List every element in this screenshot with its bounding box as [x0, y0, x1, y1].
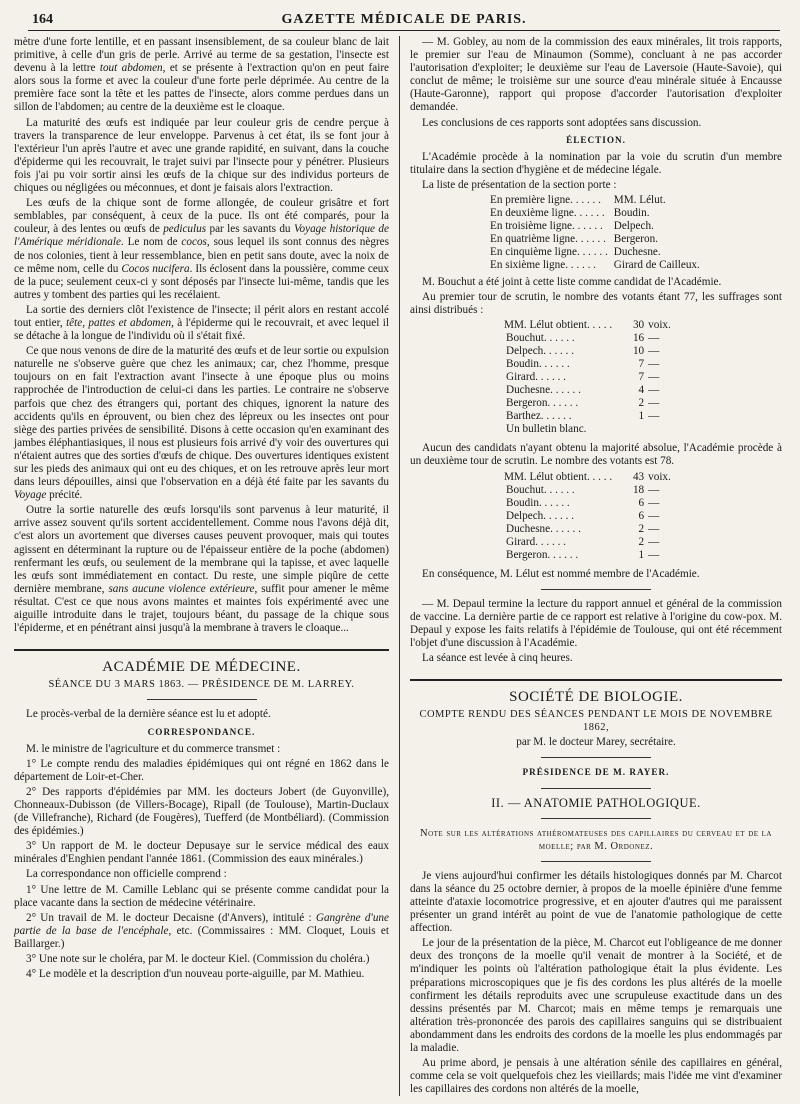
vote-count: 7: [638, 358, 645, 371]
vote-count: 10: [632, 345, 645, 358]
paragraph: Le jour de la présentation de la pièce, M. Charcot eut l'obligeance de me donner deux des tronçons de la moelle qu'il venait de montrer à la Société, et de m'indiquer les points où l'altération pathologique était la plus évidente. Les préparations microscopiques que je fis des cordons les plus altérés de la moelle confirment les détails reproduits avec une scrupuleuse exactitude dans un des dessins présentés par M. Charcot; mais en même temps je remarquais une altération très-prononcée des parois des capillaires sanguins qui se distribuaient abondamment dans les endroits des cordons de la moelle les plus endommagés par la maladie.: [410, 937, 782, 1055]
section-title-societe: SOCIÉTÉ DE BIOLOGIE.: [509, 689, 683, 706]
presidence-heading: PRÉSIDENCE DE M. RAYER.: [522, 767, 670, 778]
vote-count: 2: [638, 397, 645, 410]
vote-row: [504, 345, 675, 358]
vote-count: [616, 423, 648, 436]
paragraph: — M. Gobley, au nom de la commission des eaux minérales, lit trois rapports, le premier sur l'eau de Minaumon (Somme), concluant à ne pas accorder l'autorisation d'exploiter; le deuxième sur l'eau de Laversoie (Haute-Savoie), qui conclut de même; le troisième sur une source d'eau minérale située à Encausse (Haute-Garonne), rapport qui propose d'accorder l'autorisation d'exploiter demandée.: [410, 36, 782, 114]
vote-unit: —: [648, 384, 660, 397]
paragraph: mètre d'une forte lentille, et en passant insensiblement, de sa couleur blanc de lait primitive, à celle d'un gris de perle. Arrivé au terme de sa gestation, l'insecte est devenu à la lettre tout abdomen, et se présente à l'extraction qu'on en peut faire alors sous la forme et avec la couleur d'une forte perle déprimée. Au centre de la première face sont la tête et les pattes de l'insecte, alors comme perdues dans un sillon de l'abdomen; au centre de la deuxième est le cloaque.: [14, 36, 390, 114]
presentation-row: [490, 246, 706, 259]
rank-label: En première ligne. . . . . .: [490, 194, 601, 207]
vote-unit: —: [648, 358, 660, 371]
candidate-name: Boudin. . . . . .: [506, 496, 570, 509]
presentation-list: [490, 194, 706, 272]
paragraph: M. Bouchut a été joint à cette liste comme candidat de l'Académie.: [422, 276, 722, 289]
vote-row: [504, 319, 675, 332]
paragraph: Je viens aujourd'hui confirmer les détails histologiques donnés par M. Charcot dans la séance du 25 octobre dernier, à propos de la moelle épinière d'une femme atteinte d'ataxie locomotrice progressive, et en ajouter d'autres qui me paraissent présenter un grand intérêt au point de vue de l'anatomie pathologique de cette affection.: [410, 869, 782, 935]
paragraph: M. le ministre de l'agriculture et du commerce transmet :: [26, 742, 281, 755]
paragraph: Aucun des candidats n'ayant obtenu la majorité absolue, l'Académie procède à un deuxième tour de scrutin. Le nombre des votants est 78.: [410, 442, 782, 468]
vote-row: [504, 523, 675, 536]
candidate-name: MM. Lélut obtient. . . . .: [504, 470, 613, 483]
vote-row: [504, 423, 675, 436]
paragraph: Au premier tour de scrutin, le nombre des votants étant 77, les suffrages sont ainsi distribués :: [410, 291, 782, 317]
paragraph: La maturité des œufs est indiquée par leur couleur gris de cendre perçue à travers la transparence de leur enveloppe. Parvenus à cet état, ils se font jour à l'extérieur l'un après l'autre et avec une grande rapidité, en suivant, dans la couche d'épiderme qui les recouvrait, le trajet suivi par l'insecte pour y pénétrer. Plusieurs fois j'ai pu voir sortir ainsi les œufs de la chique sur des individus porteurs de chiques ou négligées ou méconnues, et dont je faisais alors l'extraction.: [14, 116, 389, 195]
paragraph: Au prime abord, je pensais à une altération sénile des capillaires en général, comme cela se voit quelquefois chez les vieillards; mais l'idée me vint d'examiner les capillaires des cordons non altérés de la moelle,: [410, 1057, 782, 1096]
paragraph: La correspondance non officielle comprend :: [26, 868, 227, 881]
paragraph: 3° Une note sur le choléra, par M. le docteur Kiel. (Commission du choléra.): [26, 953, 370, 965]
section-rule: [410, 679, 782, 681]
vote-unit: [648, 423, 675, 436]
rank-label: En quatrième ligne. . . . . .: [490, 233, 606, 246]
paragraph: Les conclusions de ces rapports sont adoptées sans discussion.: [422, 116, 702, 129]
candidate-name: Duchesne. . . . . .: [506, 522, 581, 535]
paragraph: 2° Des rapports d'épidémies par MM. les docteurs Jobert (de Guyonville), Chonneaux-Dubisson (de Villers-Bocage), Ripall (de Toulouse), Martin-Duclaux (de Villefranche), Richard (de Fougères), Tuefferd (de Montbéliard). (Commission des épidémies.): [14, 785, 389, 838]
presentation-row: [490, 194, 706, 207]
presentation-row: [490, 207, 706, 220]
candidate-name: Boudin.: [613, 207, 650, 220]
candidate-name: Delpech. . . . . .: [506, 509, 575, 522]
paragraph: Les œufs de la chique sont de forme allongée, de couleur grisâtre et fort semblables, par conséquent, à ceux de la puce. Ils ont été comparés, pour la couleur, à des lentes ou œufs de pediculus par les savants du Voyage historique de l'Amérique méridionale. Le nom de cocos, sous lequel ils sont connus des nègres de nos colonies, tient à leur ressemblance, bien en petit sans doute, avec la noix de ce même nom, celle du Cocos nucifera. Ils éclosent dans la poussière, comme ceux de la puce; seulement ceux-ci y sont déposés par l'insecte lui-même, tandis que les autres y tombent des parties qui les recélaient.: [14, 197, 389, 301]
candidate-name: Girard. . . . . .: [506, 371, 566, 384]
rank-label: En deuxième ligne. . . . . .: [490, 207, 605, 220]
vote-unit: —: [648, 535, 660, 548]
vote-unit: —: [648, 345, 660, 358]
vote-unit: —: [648, 483, 660, 496]
vote-row: [504, 471, 675, 484]
short-rule: [541, 861, 651, 862]
page-number: 164: [32, 12, 53, 27]
vote-count: 30: [632, 319, 645, 332]
candidate-name: Boudin. . . . . .: [506, 358, 570, 371]
vote-unit: —: [648, 371, 660, 384]
candidate-name: Bouchut. . . . . .: [506, 483, 575, 496]
page-header: [28, 8, 780, 31]
vote-count: 16: [632, 332, 645, 345]
candidate-name: Girard de Cailleux.: [613, 259, 700, 272]
candidate-name: MM. Lélut obtient. . . . .: [504, 319, 613, 332]
vote-count: 43: [632, 470, 645, 483]
vote-count: 1: [638, 548, 645, 561]
note-title: Note sur les altérations athéromateuses des capillaires du cerveau et de la moelle; par M. Ordonez.: [420, 827, 772, 852]
column-divider: [399, 36, 400, 1096]
candidate-name: Delpech.: [613, 220, 654, 233]
vote-row: [504, 371, 675, 384]
presentation-row: [490, 220, 706, 233]
right-column: [410, 36, 782, 1098]
candidate-name: Duchesne.: [613, 246, 661, 259]
vote-unit: —: [648, 548, 660, 561]
candidate-name: MM. Lélut.: [613, 194, 666, 207]
vote-table-first-round: [504, 319, 675, 436]
candidate-name: Delpech. . . . . .: [506, 345, 575, 358]
candidate-name: Un bulletin blanc.: [506, 423, 587, 436]
journal-title: GAZETTE MÉDICALE DE PARIS.: [281, 12, 527, 27]
paragraph: La liste de présentation de la section porte :: [422, 178, 617, 191]
short-rule: [541, 788, 651, 789]
subsection-title: II. — ANATOMIE PATHOLOGIQUE.: [491, 795, 701, 810]
candidate-name: Bergeron. . . . . .: [506, 397, 579, 410]
vote-unit: —: [648, 509, 660, 522]
vote-unit: —: [648, 410, 660, 423]
vote-count: 4: [638, 384, 645, 397]
vote-row: [504, 410, 675, 423]
paragraph: Ce que nous venons de dire de la maturité des œufs et de leur sortie ou expulsion naturelle ne s'observe guère que chez les animaux; car, chez l'homme, presque toujours on en fait l'extraction avant l'insecte à une époque plus ou moins rapprochée de l'introduction de celui-ci dans les parties. Le contraire ne s'observe parfois que chez des étrangers qui, portant des chiques, ignorent la nature des accidents qu'ils en éprouvent, ou bien chez des lépreux ou les insectes ont pour siège des parties privées de sensibilité. Disons à cette occasion qu'en examinant des jambes éléphantiasiques, il nous est plusieurs fois arrivé d'y voir des ouvertures qui n'étaient autres que des sorties d'œufs de chique. Des ouvertures identiques existent sur les pieds des animaux qui ont eu des chiques, et on les retrouve après leur mort dans leurs dépouilles, ainsi que l'observation en a déjà été faite par les savants du Voyage précité.: [14, 345, 389, 502]
paragraph: En conséquence, M. Lélut est nommé membre de l'Académie.: [422, 567, 700, 580]
vote-row: [504, 484, 675, 497]
short-rule: [541, 818, 651, 819]
rank-label: En troisième ligne. . . . . .: [490, 220, 603, 233]
section-rule: [14, 649, 389, 651]
paragraph: La sortie des derniers clôt l'existence de l'insecte; il périt alors en restant accolé tout entier, tête, pattes et abdomen, à l'épiderme qui le recouvrait, et avec lequel il se détache à la longue de l'individu où il s'était fixé.: [14, 303, 389, 343]
vote-row: [504, 332, 675, 345]
vote-unit: —: [648, 496, 660, 509]
vote-unit: voix.: [648, 470, 671, 483]
vote-row: [504, 536, 675, 549]
vote-count: 2: [638, 522, 645, 535]
paragraph: Outre la sortie naturelle des œufs lorsqu'ils sont parvenus à leur maturité, il arrive assez souvent qu'ils sortent accidentellement. Comme nous l'avons déjà dit, c'est alors un avortement que diverses causes peuvent provoquer, mais qui toutes agissent en déterminant la rupture ou de l'épaisseur entière de la poche (abdomen) renfermant les œufs, ou seulement de la membrane qui la tapisse, et avec laquelle les œufs sont immédiatement en contact. Du reste, une simple piqûre de cette dernière membrane, sans aucune violence extérieure, suffit pour amener le même résultat. C'est ce que nous avons maintes et maintes fois expérimenté avec une aiguille introduite dans le trajet, toujours béant, du passage de la chique sous l'épiderme, et en pénétrant ainsi jusqu'à la membrane à travers le cloaque...: [14, 504, 390, 635]
paragraph: 2° Un travail de M. le docteur Decaisne (d'Anvers), intitulé : Gangrène d'une partie de la base de l'encéphale, etc. (Commissaires : MM. Cloquet, Louis et Baillarger.): [14, 911, 389, 950]
rank-label: En cinquième ligne. . . . . .: [490, 246, 608, 259]
vote-count: 7: [638, 371, 645, 384]
vote-row: [504, 510, 675, 523]
section-title-academie: ACADÉMIE DE MÉDECINE.: [102, 659, 301, 676]
seance-line: SÉANCE DU 3 MARS 1863. — PRÉSIDENCE DE M. LARREY.: [48, 679, 355, 691]
vote-row: [504, 384, 675, 397]
paragraph: 1° Une lettre de M. Camille Leblanc qui se présente comme candidat pour la place vacante dans la section de médecine vétérinaire.: [14, 883, 389, 909]
rank-label: En sixième ligne. . . . . .: [490, 259, 596, 272]
candidate-name: Duchesne. . . . . .: [506, 384, 581, 397]
candidate-name: Bergeron.: [613, 233, 658, 246]
short-rule: [541, 757, 651, 758]
paragraph: L'Académie procède à la nomination par la voie du scrutin d'un membre titulaire dans la section d'hygiène et de médecine légale.: [410, 150, 782, 176]
candidate-name: Girard. . . . . .: [506, 535, 566, 548]
paragraph: — M. Depaul termine la lecture du rapport annuel et général de la commission de vaccine. La dernière partie de ce rapport est relative à l'origine du cow-pox. M. Depaul y expose les faits relatifs à l'épidémie de Toulouse, qui ont été récemment l'objet d'une discussion à l'Académie.: [410, 597, 782, 649]
paragraph: 3° Un rapport de M. le docteur Depusaye sur le service médical des eaux minérales d'Enghien pendant l'année 1861. (Commission des eaux minérales.): [14, 840, 389, 866]
vote-count: 6: [638, 509, 645, 522]
vote-unit: —: [648, 522, 660, 535]
election-heading: ÉLECTION.: [566, 134, 626, 145]
candidate-name: Bergeron. . . . . .: [506, 548, 579, 561]
presentation-row: [490, 233, 706, 246]
candidate-name: Barthez. . . . . .: [506, 410, 572, 423]
vote-row: [504, 358, 675, 371]
vote-row: [504, 549, 675, 562]
vote-unit: —: [648, 332, 660, 345]
vote-row: [504, 397, 675, 410]
vote-count: 1: [638, 410, 645, 423]
vote-table-second-round: [504, 471, 675, 562]
secretary-line: par M. le docteur Marey, secrétaire.: [516, 736, 676, 749]
vote-row: [504, 497, 675, 510]
presentation-row: [490, 259, 706, 272]
short-rule: [147, 699, 257, 700]
paragraph: 4° Le modèle et la description d'un nouveau porte-aiguille, par M. Mathieu.: [26, 968, 365, 981]
paragraph: La séance est levée à cinq heures.: [422, 651, 573, 664]
correspondance-heading: CORRESPONDANCE.: [147, 726, 256, 737]
paragraph: Le procès-verbal de la dernière séance est lu et adopté.: [26, 708, 271, 721]
candidate-name: Bouchut. . . . . .: [506, 332, 575, 345]
vote-count: 6: [638, 496, 645, 509]
vote-unit: voix.: [648, 319, 671, 332]
compte-rendu-line: COMPTE RENDU DES SÉANCES PENDANT LE MOIS DE NOVEMBRE 1862,: [419, 709, 773, 734]
vote-count: 2: [638, 535, 645, 548]
short-rule: [541, 589, 651, 590]
left-column: [14, 36, 389, 983]
paragraph: 1° Le compte rendu des maladies épidémiques qui ont régné en 1862 dans le département de Loir-et-Cher.: [14, 757, 389, 783]
vote-count: 18: [632, 483, 645, 496]
vote-unit: —: [648, 397, 660, 410]
